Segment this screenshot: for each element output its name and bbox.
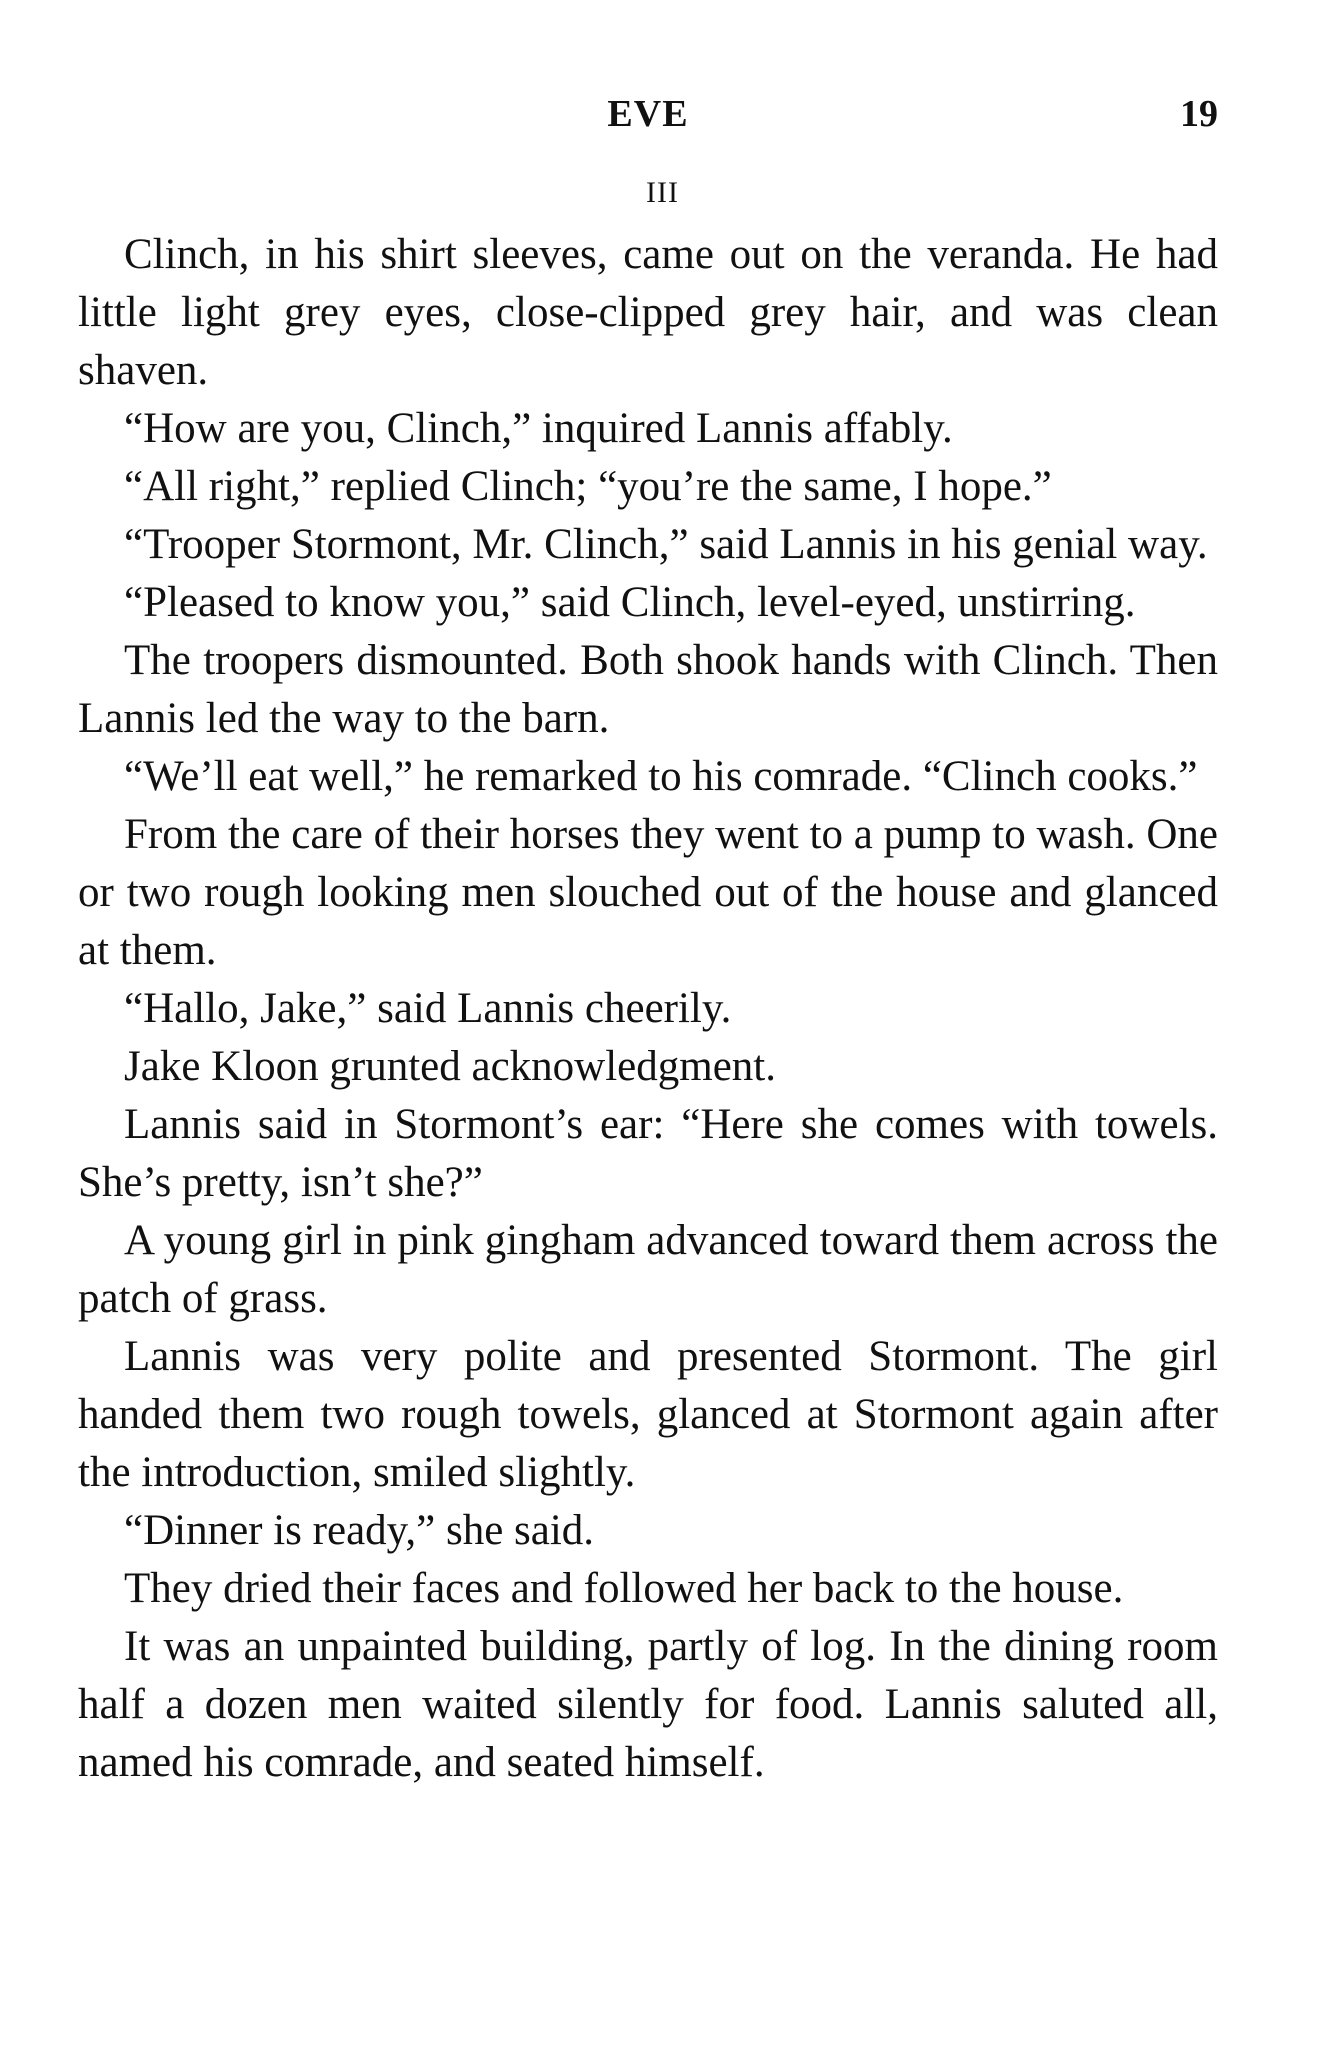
paragraph: The troopers dismounted. Both shook hands with Clinch. Then Lannis led the way to the barn. [78,637,1218,742]
running-title: EVE [607,93,689,135]
paragraph: Lannis was very polite and presented Stormont. The girl handed them two rough towels, glanced at Stormont again after the introduction, smiled slightly. [78,1333,1218,1496]
paragraph: “All right,” replied Clinch; “you’re the same, I hope.” [124,463,1052,510]
page-header [78,92,1218,142]
paragraph: Clinch, in his shirt sleeves, came out on the veranda. He had little light grey eyes, close-clipped grey hair, and was clean shaven. [78,231,1218,394]
paragraph: “How are you, Clinch,” inquired Lannis affably. [124,405,953,452]
section-number: III [646,176,679,209]
paragraph: “Pleased to know you,” said Clinch, level-eyed, unstirring. [124,579,1136,626]
paragraph: “Hallo, Jake,” said Lannis cheerily. [124,985,732,1032]
body-text [78,226,1218,1792]
paragraph: “Dinner is ready,” she said. [124,1507,595,1554]
paragraph: Jake Kloon grunted acknowledgment. [124,1043,776,1090]
paragraph: “We’ll eat well,” he remarked to his comrade. “Clinch cooks.” [124,753,1198,800]
paragraph: They dried their faces and followed her back to the house. [124,1565,1124,1612]
paragraph: “Trooper Stormont, Mr. Clinch,” said Lannis in his genial way. [124,521,1208,568]
paragraph: It was an unpainted building, partly of log. In the dining room half a dozen men waited silently for food. Lannis saluted all, named his comrade, and seated himself. [78,1623,1218,1786]
paragraph: Lannis said in Stormont’s ear: “Here she comes with towels. She’s pretty, isn’t she?” [78,1101,1218,1206]
paragraph: A young girl in pink gingham advanced toward them across the patch of grass. [78,1217,1218,1322]
paragraph: From the care of their horses they went to a pump to wash. One or two rough looking men slouched out of the house and glanced at them. [78,811,1218,974]
page-number: 19 [1180,93,1218,135]
